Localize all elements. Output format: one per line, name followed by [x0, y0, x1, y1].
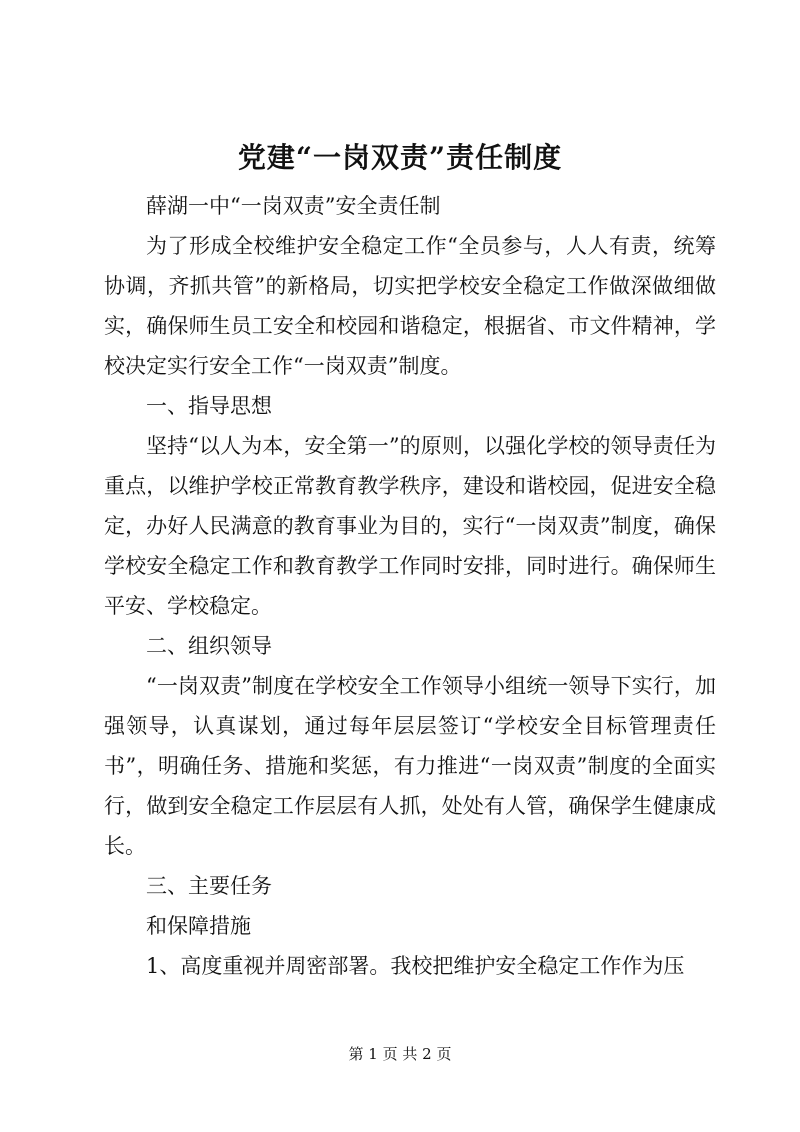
page-footer: 第 1 页 共 2 页 — [348, 1045, 452, 1063]
section-2-heading: 二、组织领导 — [146, 634, 272, 658]
section-3-subheading: 和保障措施 — [146, 914, 251, 938]
item-1-paragraph: 1、高度重视并周密部署。我校把维护安全稳定工作作为压 — [146, 954, 685, 978]
document-body — [104, 186, 716, 986]
section-2-paragraph: “一岗双责”制度在学校安全工作领导小组统一领导下实行，加强领导，认真谋划，通过每年层层签订“学校安全目标管理责任书”，明确任务、措施和奖惩，有力推进“一岗双责”制度的全面实行，做到安全稳定工作层层有人抓，处处有人管，确保学生健康成长。 — [104, 674, 716, 858]
section-3-heading: 三、主要任务 — [146, 874, 272, 898]
document-title: 党建“一岗双责”责任制度 — [237, 141, 563, 174]
section-1-paragraph: 坚持“以人为本，安全第一”的原则，以强化学校的领导责任为重点，以维护学校正常教育教学秩序，建设和谐校园，促进安全稳定，办好人民满意的教育事业为目的，实行“一岗双责”制度，确保学校安全稳定工作和教育教学工作同时安排，同时进行。确保师生平安、学校稳定。 — [104, 434, 716, 618]
intro-paragraph: 为了形成全校维护安全稳定工作“全员参与，人人有责，统筹协调，齐抓共管”的新格局，切实把学校安全稳定工作做深做细做实，确保师生员工安全和校园和谐稳定，根据省、市文件精神，学校决定实行安全工作“一岗双责”制度。 — [104, 234, 716, 378]
subtitle-paragraph: 薛湖一中“一岗双责”安全责任制 — [146, 194, 441, 218]
section-1-heading: 一、指导思想 — [146, 394, 272, 418]
